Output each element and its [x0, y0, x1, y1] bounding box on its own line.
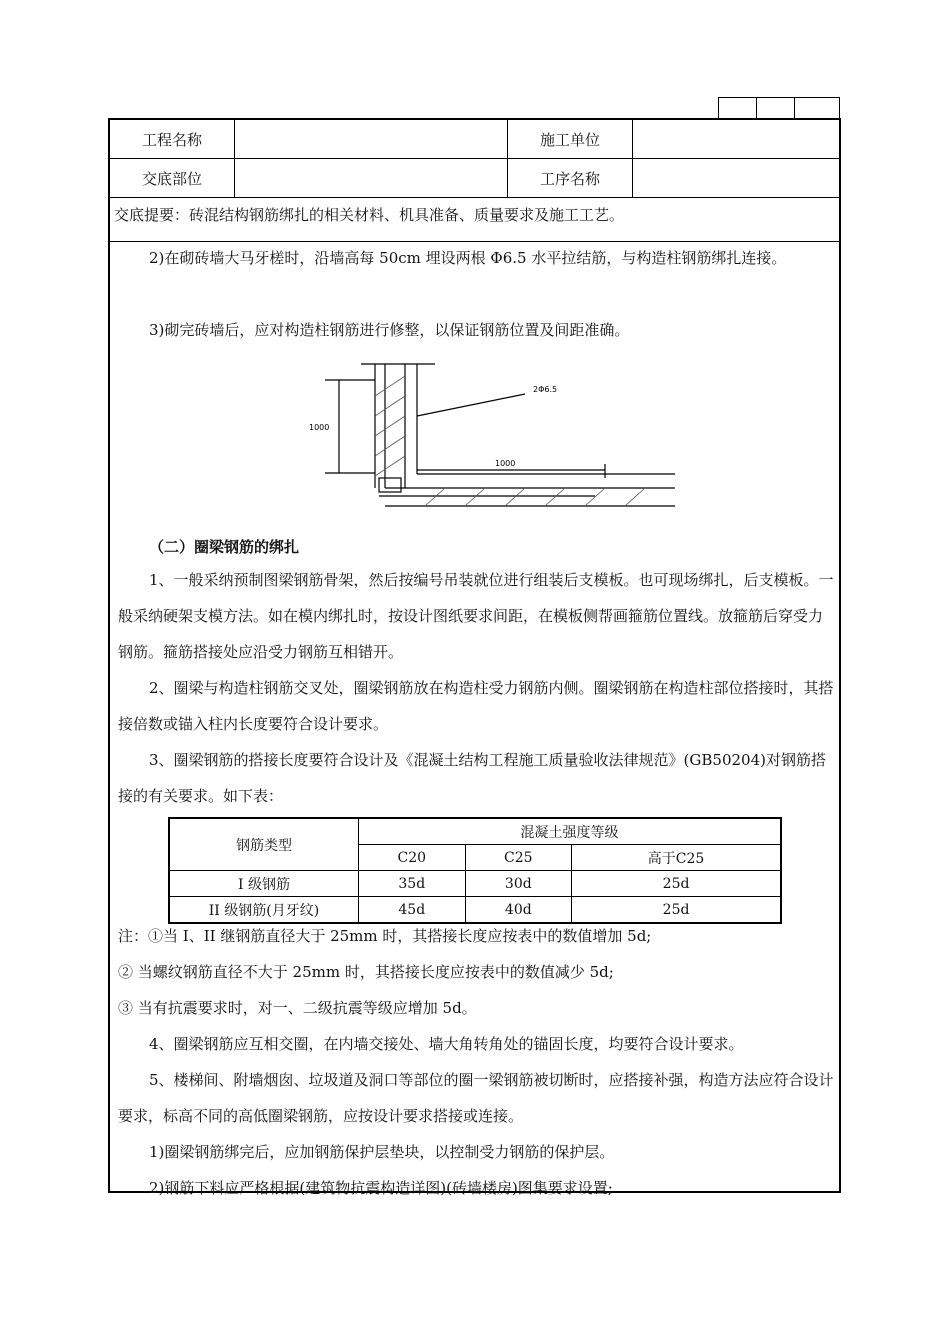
paragraph: 4、圈梁钢筋应互相交圈，在内墙交接处、墙大角转角处的锚固长度，均要符合设计要求。: [149, 1035, 744, 1053]
row-type: I 级钢筋: [169, 871, 359, 897]
project-name-field[interactable]: [235, 120, 508, 159]
page-box: [756, 97, 794, 120]
paragraph: 2)钢筋下料应严格根据(建筑物抗震构造详图)(砖墙楼房)图集要求设置;: [149, 1179, 613, 1197]
paragraph: 1)圈梁钢筋绑完后，应加钢筋保护层垫块，以控制受力钢筋的保护层。: [149, 1143, 615, 1161]
section-title: （二）圈梁钢筋的绑扎: [149, 538, 300, 556]
row-type: II 级钢筋(月牙纹): [169, 897, 359, 924]
process-name-field[interactable]: [633, 159, 840, 198]
paragraph: 2)在砌砖墙大马牙槎时，沿墙高每 50cm 埋设两根 Φ6.5 水平拉结筋，与构造柱钢筋绑扎连接。: [149, 249, 787, 267]
handover-form: [108, 118, 841, 1197]
cell: 25d: [572, 897, 781, 924]
contractor-field[interactable]: [633, 120, 840, 159]
header-table: [110, 120, 839, 198]
summary: 交底提要：砖混结构钢筋绑扎的相关材料、机具准备、质量要求及施工工艺。: [110, 198, 839, 242]
grade-header: C20: [359, 845, 466, 871]
rebar-label: 2Φ6.5: [533, 385, 558, 394]
grade-header: 高于C25: [572, 845, 781, 871]
length-label: 1000: [495, 459, 516, 468]
cell: 30d: [465, 871, 572, 897]
handover-part-label: 交底部位: [110, 159, 235, 198]
paragraph: 5、楼梯间、附墙烟囱、垃圾道及洞口等部位的圈一梁钢筋被切断时，应搭接补强，构造方法应符合设计要求，标高不同的高低圈梁钢筋，应按设计要求搭接或连接。: [118, 1071, 834, 1125]
process-name-label: 工序名称: [508, 159, 633, 198]
paragraph: 3、圈梁钢筋的搭接长度要符合设计及《混凝土结构工程施工质量验收法律规范》(GB50204)对钢筋搭接的有关要求。如下表：: [118, 751, 826, 805]
cell: 40d: [465, 897, 572, 924]
project-name-label: 工程名称: [110, 120, 235, 159]
table-header-type: 钢筋类型: [169, 818, 359, 871]
cell: 35d: [359, 871, 466, 897]
height-label: 1000: [309, 423, 330, 432]
paragraph: 2、圈梁与构造柱钢筋交叉处，圈梁钢筋放在构造柱受力钢筋内侧。圈梁钢筋在构造柱部位搭接时，其搭接倍数或锚入柱内长度要符合设计要求。: [118, 679, 834, 733]
tie-bar-diagram: [305, 356, 680, 526]
page-number-boxes: [718, 97, 840, 120]
handover-part-field[interactable]: [235, 159, 508, 198]
table-row: [169, 871, 781, 897]
note: ② 当螺纹钢筋直径不大于 25mm 时，其搭接长度应按表中的数值减少 5d;: [118, 963, 614, 981]
cell: 25d: [572, 871, 781, 897]
note: 注：①当 I、II 继钢筋直径大于 25mm 时，其搭接长度应按表中的数值增加 5d;: [118, 927, 652, 945]
paragraph: 3)砌完砖墙后，应对构造柱钢筋进行修整，以保证钢筋位置及间距准确。: [149, 321, 630, 339]
contractor-label: 施工单位: [508, 120, 633, 159]
paragraph: 1、一般采纳预制图梁钢筋骨架，然后按编号吊装就位进行组装后支模板。也可现场绑扎，后支模板。一般采纳硬架支模方法。如在模内绑扎时，按设计图纸要求间距，在模板侧帮画箍筋位置线。放箍筋后穿受力钢筋。箍筋搭接处应沿受力钢筋互相错开。: [118, 571, 834, 661]
grade-header: C25: [465, 845, 572, 871]
table-header-grade: 混凝土强度等级: [359, 818, 782, 845]
page-box: [794, 97, 840, 120]
page-box: [718, 97, 756, 120]
cell: 45d: [359, 897, 466, 924]
lap-length-table: [168, 817, 782, 924]
note: ③ 当有抗震要求时，对一、二级抗震等级应增加 5d。: [118, 999, 477, 1017]
